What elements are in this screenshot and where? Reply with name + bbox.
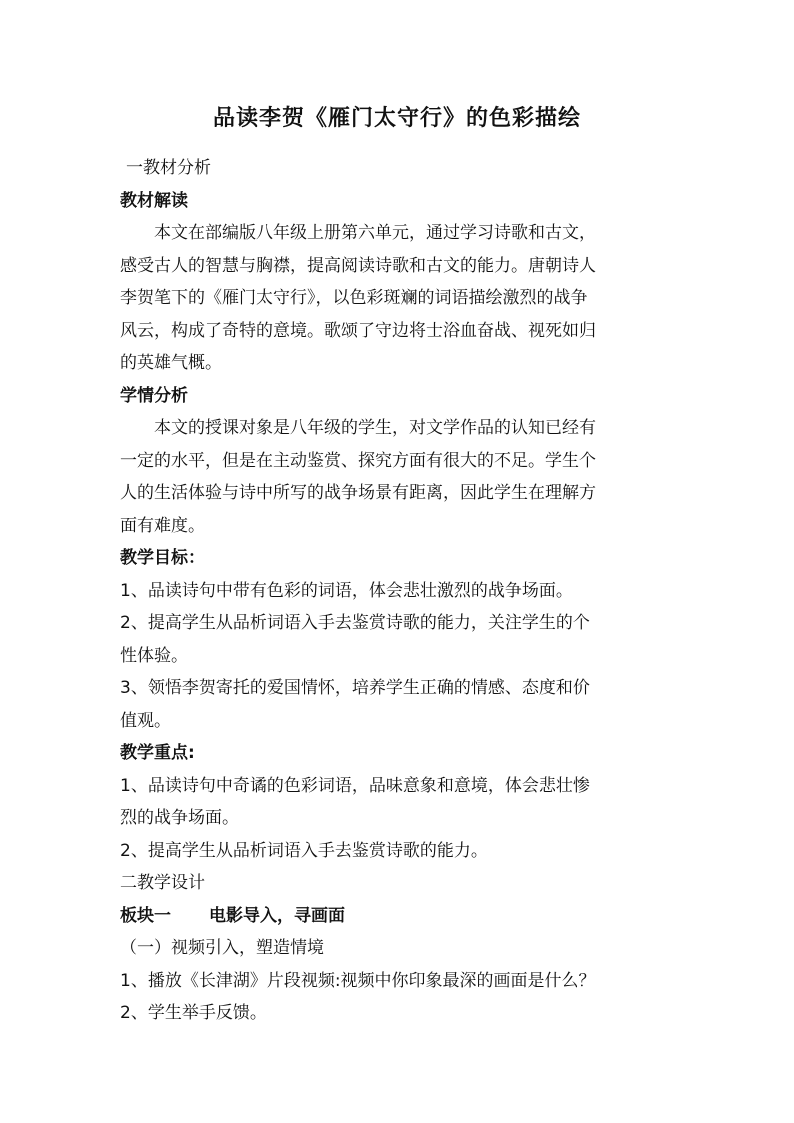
list-item: 3、领悟李贺寄托的爱国情怀，培养学生正确的情感、态度和价 bbox=[120, 678, 590, 698]
block-one-heading bbox=[120, 900, 680, 933]
list-item: 2、提高学生从品析词语入手去鉴赏诗歌的能力，关注学生的个 bbox=[120, 613, 590, 633]
step-item: 1、播放《长津湖》片段视频:视频中你印象最深的画面是什么？ bbox=[120, 970, 596, 991]
goals-heading: 教学目标： bbox=[120, 548, 205, 568]
document-body bbox=[120, 152, 680, 1030]
list-item: 2、提高学生从品析词语入手去鉴赏诗歌的能力。 bbox=[120, 840, 488, 861]
list-item-continuation: 烈的战争场面。 bbox=[120, 808, 239, 828]
step-item: 2、学生举手反馈。 bbox=[120, 1003, 267, 1023]
section-heading-part-two: 二教学设计 bbox=[120, 873, 205, 893]
document-title: 品读李贺《雁门太守行》的色彩描绘 bbox=[212, 106, 581, 131]
paragraph-line: 一定的水平，但是在主动鉴赏、探究方面有很大的不足。学生个 bbox=[120, 450, 596, 471]
list-item-continuation: 值观。 bbox=[120, 710, 171, 731]
block-one-name: 电影导入，寻画面 bbox=[209, 905, 345, 926]
focus-list bbox=[120, 770, 680, 868]
block-one-label: 板块一 bbox=[120, 905, 171, 926]
paragraph-line: 李贺笔下的《雁门太守行》，以色彩斑斓的词语描绘激烈的战争 bbox=[120, 288, 588, 308]
list-item: 1、品读诗句中奇谲的色彩词语，品味意象和意境，体会悲壮惨 bbox=[120, 775, 590, 796]
paragraph-line: 风云，构成了奇特的意境。歌颂了守边将士浴血奋战、视死如归 bbox=[120, 320, 596, 341]
paragraph-line: 本文在部编版八年级上册第六单元，通过学习诗歌和古文， bbox=[154, 223, 596, 243]
paragraph-line: 的英雄气概。 bbox=[120, 353, 222, 373]
paragraph-line: 本文的授课对象是八年级的学生，对文学作品的认知已经有 bbox=[154, 418, 596, 438]
focus-heading: 教学重点: bbox=[120, 743, 195, 763]
section-heading-part-one: 一教材分析 bbox=[126, 158, 211, 178]
list-item-continuation: 性体验。 bbox=[120, 645, 188, 666]
list-item: 1、品读诗句中带有色彩的词语，体会悲壮激烈的战争场面。 bbox=[120, 580, 573, 601]
paragraph-line: 人的生活体验与诗中所写的战争场景有距离，因此学生在理解方 bbox=[120, 483, 596, 503]
paragraph-line: 面有难度。 bbox=[120, 515, 205, 536]
paragraph-line: 感受古人的智慧与胸襟，提高阅读诗歌和古文的能力。唐朝诗人 bbox=[120, 255, 596, 276]
sub-section-heading: （一）视频引入，塑造情境 bbox=[120, 938, 324, 958]
students-paragraph bbox=[120, 412, 680, 542]
materials-paragraph bbox=[120, 217, 680, 380]
students-heading: 学情分析 bbox=[120, 385, 188, 406]
goals-list bbox=[120, 575, 680, 738]
materials-heading: 教材解读 bbox=[120, 190, 188, 211]
